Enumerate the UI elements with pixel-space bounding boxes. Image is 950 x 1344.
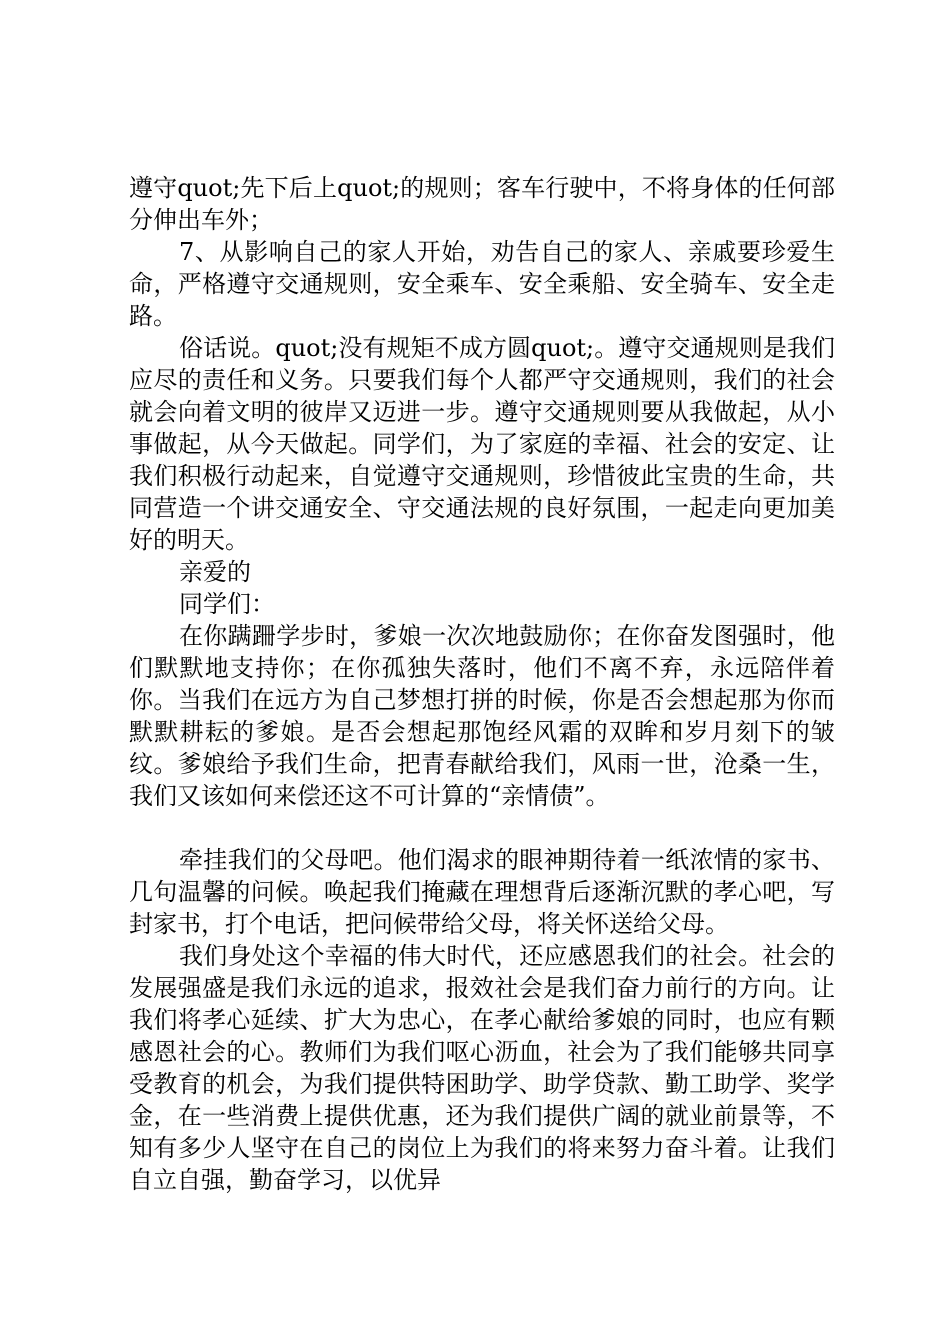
salutation-line-2: 同学们： <box>179 590 275 618</box>
paragraph-traffic-rules-continuation: 遵守quot;先下后上quot;的规则；客车行驶中，不将身体的任何部分伸出车外； <box>129 174 835 234</box>
paragraph-care-for-parents: 牵挂我们的父母吧。他们渴求的眼神期待着一纸浓情的家书、几句温馨的问候。唤起我们掩藏在理想背后逐渐沉默的孝心吧，写封家书，打个电话，把问候带给父母，将关怀送给父母。 <box>129 846 835 938</box>
salutation-line-1: 亲爱的 <box>179 558 251 586</box>
blank-line <box>129 812 835 844</box>
paragraph-gratitude-society: 我们身处这个幸福的伟大时代，还应感恩我们的社会。社会的发展强盛是我们永远的追求，报效社会是我们奋力前行的方向。让我们将孝心延续、扩大为忠心，在孝心献给爹娘的同时，也应有颗感恩社会的心。教师们为我们呕心沥血，社会为了我们能够共同享受教育的机会，为我们提供特困助学、助学贷款、勤工助学、奖学金，在一些消费上提供优惠，还为我们提供广阔的就业前景等，不知有多少人坚守在自己的岗位上为我们的将来努力奋斗着。让我们自立自强，勤奋学习，以优异 <box>129 942 835 1194</box>
paragraph-item-7: 7、从影响自己的家人开始，劝告自己的家人、亲戚要珍爱生命，严格遵守交通规则，安全乘车、安全乘船、安全骑车、安全走路。 <box>129 238 835 330</box>
document-body <box>129 172 835 1196</box>
paragraph-parents-support: 在你蹒跚学步时，爹娘一次次地鼓励你；在你奋发图强时，他们默默地支持你；在你孤独失落时，他们不离不弃，永远陪伴着你。当我们在远方为自己梦想打拼的时候，你是否会想起那为你而默默耕耘的爹娘。是否会想起那饱经风霜的双眸和岁月刻下的皱纹。爹娘给予我们生命，把青春献给我们，风雨一世，沧桑一生，我们又该如何来偿还这不可计算的“亲情债”。 <box>129 622 835 810</box>
paragraph-proverb-conclusion: 俗话说。quot;没有规矩不成方圆quot;。遵守交通规则是我们应尽的责任和义务。只要我们每个人都严守交通规则，我们的社会就会向着文明的彼岸又迈进一步。遵守交通规则要从我做起，从小事做起，从今天做起。同学们，为了家庭的幸福、社会的安定、让我们积极行动起来，自觉遵守交通规则，珍惜彼此宝贵的生命，共同营造一个讲交通安全、守交通法规的良好氛围，一起走向更加美好的明天。 <box>129 334 835 554</box>
